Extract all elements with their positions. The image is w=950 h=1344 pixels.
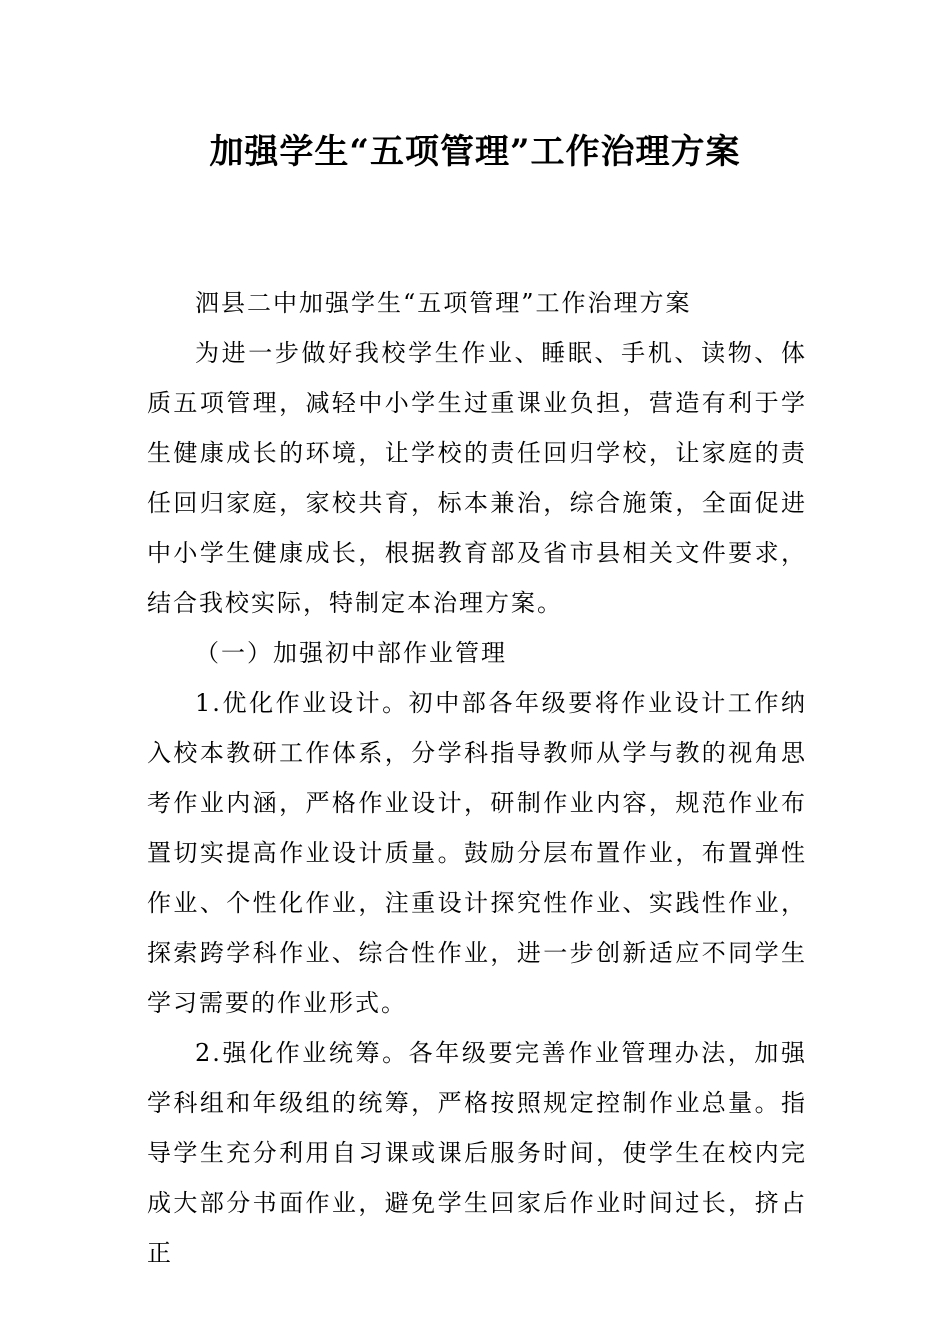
section-heading: （一）加强初中部作业管理 xyxy=(195,639,507,667)
item-paragraph-1: 1.优化作业设计。初中部各年级要将作业设计工作纳入校本教研工作体系，分学科指导教师从学与教的视角思考作业内涵，严格作业设计，研制作业内容，规范作业布置切实提高作业设计质量。鼓励分层布置作业，布置弹性作业、个性化作业，注重设计探究性作业、实践性作业，探索跨学科作业、综合性作业，进一步创新适应不同学生学习需要的作业形式。 xyxy=(147,689,807,1017)
subtitle-paragraph: 泗县二中加强学生“五项管理”工作治理方案 xyxy=(195,289,692,317)
document-body xyxy=(147,278,807,1278)
document-title: 加强学生“五项管理”工作治理方案 xyxy=(209,132,741,172)
item-paragraph-2: 2.强化作业统筹。各年级要完善作业管理办法，加强学科组和年级组的统筹，严格按照规定控制作业总量。指导学生充分利用自习课或课后服务时间，使学生在校内完成大部分书面作业，避免学生回家后作业时间过长，挤占正 xyxy=(147,1039,807,1267)
intro-paragraph: 为进一步做好我校学生作业、睡眠、手机、读物、体质五项管理，减轻中小学生过重课业负担，营造有利于学生健康成长的环境，让学校的责任回归学校，让家庭的责任回归家庭，家校共育，标本兼治，综合施策，全面促进中小学生健康成长，根据教育部及省市县相关文件要求，结合我校实际，特制定本治理方案。 xyxy=(147,339,807,617)
